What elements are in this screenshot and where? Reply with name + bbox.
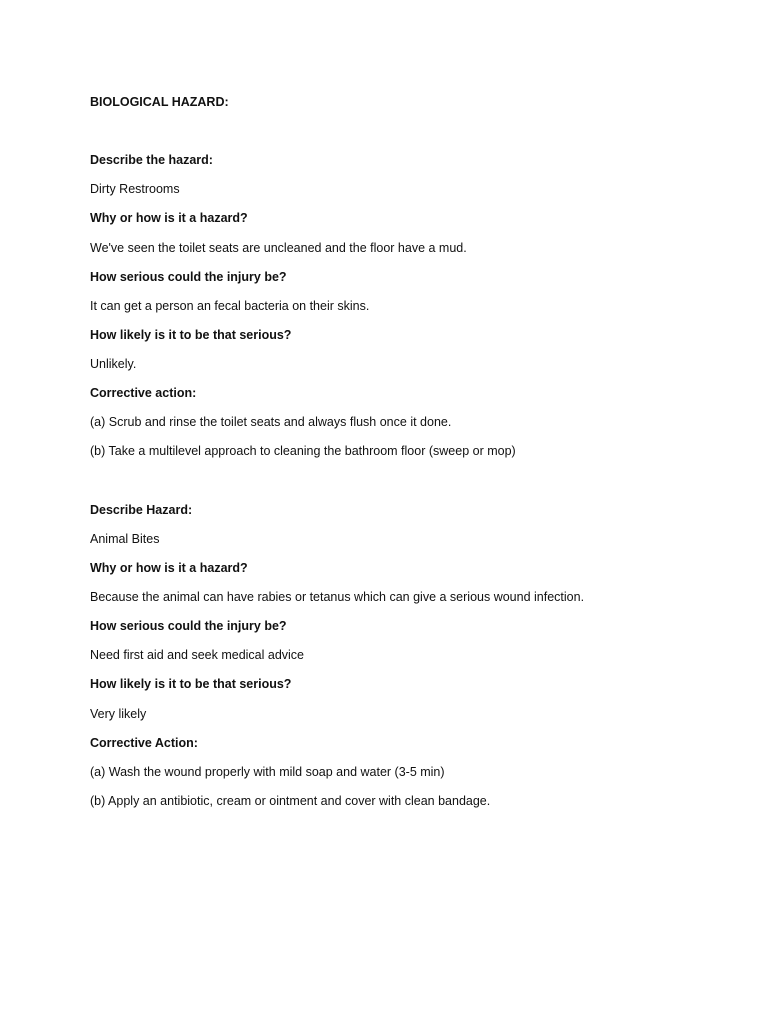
section1-likely-label: How likely is it to be that serious?	[90, 328, 292, 342]
section1-describe-value: Dirty Restrooms	[90, 182, 180, 196]
section2-corrective-a: (a) Wash the wound properly with mild soap and water (3-5 min)	[90, 765, 445, 779]
section2-corrective-b: (b) Apply an antibiotic, cream or ointment and cover with clean bandage.	[90, 794, 491, 808]
section2-serious-value: Need first aid and seek medical advice	[90, 648, 305, 662]
section1-corrective-label: Corrective action:	[90, 386, 197, 400]
section1-likely-value: Unlikely.	[90, 357, 137, 371]
section2-describe-label: Describe Hazard:	[90, 503, 193, 517]
section1-corrective-a: (a) Scrub and rinse the toilet seats and always flush once it done.	[90, 415, 452, 429]
section1-corrective-b: (b) Take a multilevel approach to cleaning the bathroom floor (sweep or mop)	[90, 444, 516, 458]
section2-serious-label: How serious could the injury be?	[90, 619, 287, 633]
section2-describe-value: Animal Bites	[90, 532, 160, 546]
section1-why-label: Why or how is it a hazard?	[90, 211, 248, 225]
section2-why-label: Why or how is it a hazard?	[90, 561, 248, 575]
section1-why-value: We've seen the toilet seats are uncleaned and the floor have a mud.	[90, 241, 467, 255]
section2-likely-value: Very likely	[90, 707, 147, 721]
section1-serious-label: How serious could the injury be?	[90, 270, 287, 284]
document-title: BIOLOGICAL HAZARD:	[90, 95, 229, 109]
section2-why-value: Because the animal can have rabies or tetanus which can give a serious wound infection.	[90, 590, 585, 604]
section1-serious-value: It can get a person an fecal bacteria on their skins.	[90, 299, 370, 313]
section2-likely-label: How likely is it to be that serious?	[90, 677, 292, 691]
section1-describe-label: Describe the hazard:	[90, 153, 213, 167]
section2-corrective-label: Corrective Action:	[90, 736, 198, 750]
